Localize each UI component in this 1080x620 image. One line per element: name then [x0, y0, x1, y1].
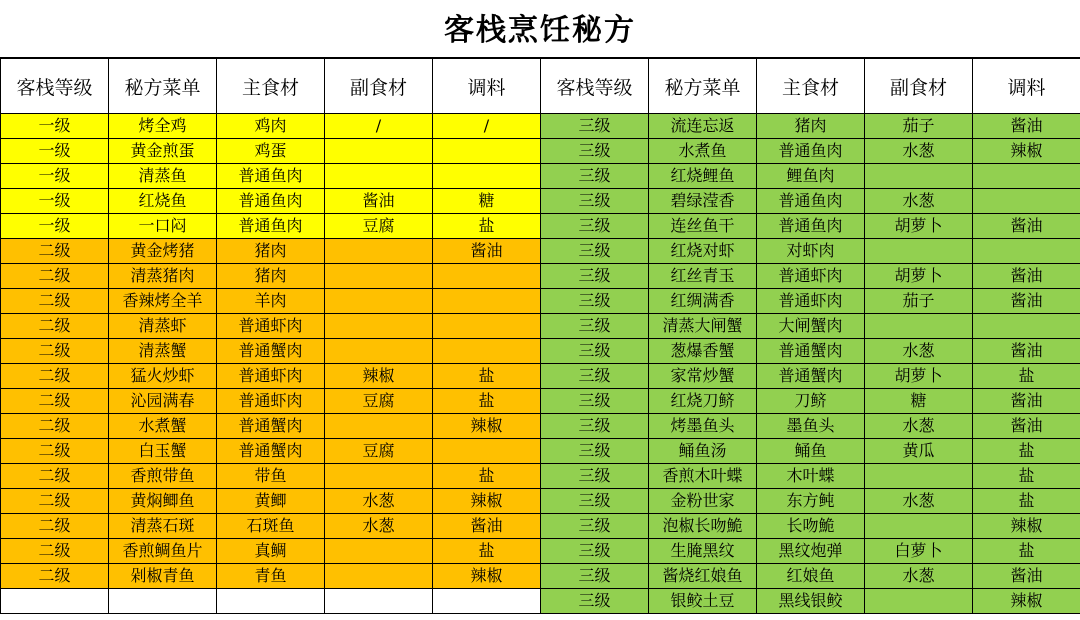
left-main-ingredient-cell[interactable]: 普通虾肉: [217, 389, 325, 414]
right-main-ingredient-cell[interactable]: 普通虾肉: [757, 289, 865, 314]
left-main-ingredient-cell[interactable]: 普通鱼肉: [217, 214, 325, 239]
right-side-ingredient-cell[interactable]: [865, 514, 973, 539]
right-level-cell[interactable]: 三级: [541, 539, 649, 564]
left-level-cell[interactable]: 一级: [1, 114, 109, 139]
left-side-ingredient-cell[interactable]: [325, 239, 433, 264]
right-side-ingredient-cell[interactable]: 胡萝卜: [865, 214, 973, 239]
left-recipe-cell[interactable]: 清蒸猪肉: [109, 264, 217, 289]
right-side-ingredient-cell[interactable]: [865, 464, 973, 489]
right-seasoning-cell[interactable]: 酱油: [973, 339, 1080, 364]
right-seasoning-cell[interactable]: [973, 314, 1080, 339]
left-recipe-cell[interactable]: 白玉蟹: [109, 439, 217, 464]
left-seasoning-cell[interactable]: 盐: [433, 539, 541, 564]
recipe-table: [0, 58, 1080, 614]
right-recipe-cell[interactable]: 连丝鱼干: [649, 214, 757, 239]
left-recipe-cell[interactable]: [109, 589, 217, 614]
right-side-ingredient-cell[interactable]: 水葱: [865, 139, 973, 164]
table-row: [1, 464, 1080, 489]
right-recipe-cell[interactable]: 红绸满香: [649, 289, 757, 314]
table-row: [1, 114, 1080, 139]
right-level-cell[interactable]: 三级: [541, 289, 649, 314]
right-level-cell[interactable]: 三级: [541, 114, 649, 139]
right-recipe-cell[interactable]: 红丝青玉: [649, 264, 757, 289]
table-row: [1, 314, 1080, 339]
header-cell-recipe[interactable]: 秘方菜单: [649, 59, 757, 114]
right-side-ingredient-cell[interactable]: 胡萝卜: [865, 264, 973, 289]
left-level-cell[interactable]: 二级: [1, 489, 109, 514]
right-seasoning-cell[interactable]: 盐: [973, 539, 1080, 564]
right-main-ingredient-cell[interactable]: 黑线银鲛: [757, 589, 865, 614]
right-recipe-cell[interactable]: 水煮鱼: [649, 139, 757, 164]
right-main-ingredient-cell[interactable]: 普通蟹肉: [757, 339, 865, 364]
right-recipe-cell[interactable]: 红烧对虾: [649, 239, 757, 264]
right-recipe-cell[interactable]: 银鲛土豆: [649, 589, 757, 614]
right-level-cell[interactable]: 三级: [541, 414, 649, 439]
left-side-ingredient-cell[interactable]: [325, 289, 433, 314]
header-cell-seasoning[interactable]: 调料: [973, 59, 1080, 114]
right-side-ingredient-cell[interactable]: [865, 164, 973, 189]
left-seasoning-cell[interactable]: [433, 289, 541, 314]
left-seasoning-cell[interactable]: 盐: [433, 364, 541, 389]
header-cell-main-ingredient[interactable]: 主食材: [217, 59, 325, 114]
left-main-ingredient-cell[interactable]: 普通蟹肉: [217, 439, 325, 464]
left-seasoning-cell[interactable]: 糖: [433, 189, 541, 214]
table-row: [1, 414, 1080, 439]
left-level-cell[interactable]: 二级: [1, 264, 109, 289]
left-recipe-cell[interactable]: 红烧鱼: [109, 189, 217, 214]
right-side-ingredient-cell[interactable]: 水葱: [865, 489, 973, 514]
right-recipe-cell[interactable]: 金粉世家: [649, 489, 757, 514]
right-recipe-cell[interactable]: 生腌黑纹: [649, 539, 757, 564]
left-main-ingredient-cell[interactable]: 普通虾肉: [217, 314, 325, 339]
right-main-ingredient-cell[interactable]: 对虾肉: [757, 239, 865, 264]
left-seasoning-cell[interactable]: /: [433, 114, 541, 139]
left-level-cell[interactable]: 二级: [1, 414, 109, 439]
right-seasoning-cell[interactable]: 酱油: [973, 564, 1080, 589]
right-main-ingredient-cell[interactable]: 东方鲀: [757, 489, 865, 514]
right-level-cell[interactable]: 三级: [541, 314, 649, 339]
left-main-ingredient-cell[interactable]: 猪肉: [217, 264, 325, 289]
right-recipe-cell[interactable]: 香煎木叶蝶: [649, 464, 757, 489]
right-main-ingredient-cell[interactable]: 墨鱼头: [757, 414, 865, 439]
left-main-ingredient-cell[interactable]: 普通蟹肉: [217, 414, 325, 439]
table-row: [1, 489, 1080, 514]
table-row: [1, 139, 1080, 164]
right-main-ingredient-cell[interactable]: 普通虾肉: [757, 264, 865, 289]
left-seasoning-cell[interactable]: [433, 164, 541, 189]
left-level-cell[interactable]: 二级: [1, 439, 109, 464]
right-seasoning-cell[interactable]: [973, 164, 1080, 189]
left-seasoning-cell[interactable]: [433, 314, 541, 339]
right-recipe-cell[interactable]: 家常炒蟹: [649, 364, 757, 389]
right-side-ingredient-cell[interactable]: 水葱: [865, 564, 973, 589]
left-level-cell[interactable]: 二级: [1, 314, 109, 339]
left-recipe-cell[interactable]: 香辣烤全羊: [109, 289, 217, 314]
header-cell-level[interactable]: 客栈等级: [541, 59, 649, 114]
table-row: [1, 239, 1080, 264]
left-recipe-cell[interactable]: 黄焖鲫鱼: [109, 489, 217, 514]
left-main-ingredient-cell[interactable]: 黄鲫: [217, 489, 325, 514]
left-recipe-cell[interactable]: 香煎鲷鱼片: [109, 539, 217, 564]
right-main-ingredient-cell[interactable]: 鲤鱼肉: [757, 164, 865, 189]
left-main-ingredient-cell[interactable]: 带鱼: [217, 464, 325, 489]
left-level-cell[interactable]: [1, 589, 109, 614]
right-recipe-cell[interactable]: 红烧鲤鱼: [649, 164, 757, 189]
right-recipe-cell[interactable]: 红烧刀鲚: [649, 389, 757, 414]
left-side-ingredient-cell[interactable]: [325, 264, 433, 289]
left-seasoning-cell[interactable]: 辣椒: [433, 414, 541, 439]
right-main-ingredient-cell[interactable]: 刀鲚: [757, 389, 865, 414]
left-side-ingredient-cell[interactable]: 水葱: [325, 489, 433, 514]
left-seasoning-cell[interactable]: 盐: [433, 389, 541, 414]
right-recipe-cell[interactable]: 清蒸大闸蟹: [649, 314, 757, 339]
right-level-cell[interactable]: 三级: [541, 514, 649, 539]
header-cell-main-ingredient[interactable]: 主食材: [757, 59, 865, 114]
right-side-ingredient-cell[interactable]: 糖: [865, 389, 973, 414]
right-level-cell[interactable]: 三级: [541, 439, 649, 464]
right-recipe-cell[interactable]: 碧绿滢香: [649, 189, 757, 214]
left-side-ingredient-cell[interactable]: 水葱: [325, 514, 433, 539]
right-side-ingredient-cell[interactable]: [865, 239, 973, 264]
right-side-ingredient-cell[interactable]: 水葱: [865, 339, 973, 364]
left-recipe-cell[interactable]: 猛火炒虾: [109, 364, 217, 389]
left-recipe-cell[interactable]: 清蒸石斑: [109, 514, 217, 539]
left-recipe-cell[interactable]: 一口闷: [109, 214, 217, 239]
right-seasoning-cell[interactable]: 酱油: [973, 114, 1080, 139]
left-main-ingredient-cell[interactable]: 石斑鱼: [217, 514, 325, 539]
header-cell-side-ingredient[interactable]: 副食材: [865, 59, 973, 114]
left-main-ingredient-cell[interactable]: 普通蟹肉: [217, 339, 325, 364]
left-recipe-cell[interactable]: 清蒸鱼: [109, 164, 217, 189]
table-row: [1, 289, 1080, 314]
right-level-cell[interactable]: 三级: [541, 264, 649, 289]
left-recipe-cell[interactable]: 黄金煎蛋: [109, 139, 217, 164]
left-seasoning-cell[interactable]: [433, 139, 541, 164]
left-level-cell[interactable]: 二级: [1, 239, 109, 264]
left-seasoning-cell[interactable]: [433, 439, 541, 464]
header-cell-seasoning[interactable]: 调料: [433, 59, 541, 114]
left-main-ingredient-cell[interactable]: 真鲷: [217, 539, 325, 564]
left-seasoning-cell[interactable]: 辣椒: [433, 489, 541, 514]
left-main-ingredient-cell[interactable]: [217, 589, 325, 614]
right-recipe-cell[interactable]: 葱爆香蟹: [649, 339, 757, 364]
left-seasoning-cell[interactable]: [433, 589, 541, 614]
right-seasoning-cell[interactable]: 辣椒: [973, 589, 1080, 614]
right-side-ingredient-cell[interactable]: 白萝卜: [865, 539, 973, 564]
right-level-cell[interactable]: 三级: [541, 389, 649, 414]
right-side-ingredient-cell[interactable]: [865, 314, 973, 339]
right-seasoning-cell[interactable]: [973, 239, 1080, 264]
table-row: [1, 589, 1080, 614]
left-level-cell[interactable]: 一级: [1, 214, 109, 239]
right-seasoning-cell[interactable]: 盐: [973, 489, 1080, 514]
header-row: [1, 59, 1080, 114]
right-level-cell[interactable]: 三级: [541, 464, 649, 489]
right-main-ingredient-cell[interactable]: 黑纹炮弹: [757, 539, 865, 564]
left-side-ingredient-cell[interactable]: /: [325, 114, 433, 139]
header-cell-level[interactable]: 客栈等级: [1, 59, 109, 114]
left-side-ingredient-cell[interactable]: 豆腐: [325, 389, 433, 414]
right-main-ingredient-cell[interactable]: 大闸蟹肉: [757, 314, 865, 339]
left-recipe-cell[interactable]: 黄金烤猪: [109, 239, 217, 264]
right-recipe-cell[interactable]: 流连忘返: [649, 114, 757, 139]
right-recipe-cell[interactable]: 泡椒长吻鮠: [649, 514, 757, 539]
left-recipe-cell[interactable]: 香煎带鱼: [109, 464, 217, 489]
right-recipe-cell[interactable]: 鲬鱼汤: [649, 439, 757, 464]
left-level-cell[interactable]: 二级: [1, 564, 109, 589]
left-seasoning-cell[interactable]: 盐: [433, 464, 541, 489]
left-main-ingredient-cell[interactable]: 普通鱼肉: [217, 164, 325, 189]
right-side-ingredient-cell[interactable]: 水葱: [865, 414, 973, 439]
table-row: [1, 189, 1080, 214]
left-recipe-cell[interactable]: 清蒸虾: [109, 314, 217, 339]
left-main-ingredient-cell[interactable]: 普通虾肉: [217, 364, 325, 389]
header-cell-recipe[interactable]: 秘方菜单: [109, 59, 217, 114]
left-level-cell[interactable]: 一级: [1, 189, 109, 214]
right-level-cell[interactable]: 三级: [541, 139, 649, 164]
right-level-cell[interactable]: 三级: [541, 364, 649, 389]
left-main-ingredient-cell[interactable]: 普通鱼肉: [217, 189, 325, 214]
left-level-cell[interactable]: 二级: [1, 539, 109, 564]
right-side-ingredient-cell[interactable]: 水葱: [865, 189, 973, 214]
table-row: [1, 439, 1080, 464]
right-seasoning-cell[interactable]: 酱油: [973, 214, 1080, 239]
right-side-ingredient-cell[interactable]: 黄瓜: [865, 439, 973, 464]
right-side-ingredient-cell[interactable]: 茄子: [865, 289, 973, 314]
right-seasoning-cell[interactable]: 酱油: [973, 414, 1080, 439]
left-side-ingredient-cell[interactable]: [325, 339, 433, 364]
right-seasoning-cell[interactable]: 盐: [973, 439, 1080, 464]
right-level-cell[interactable]: 三级: [541, 339, 649, 364]
right-side-ingredient-cell[interactable]: 胡萝卜: [865, 364, 973, 389]
left-side-ingredient-cell[interactable]: 辣椒: [325, 364, 433, 389]
left-level-cell[interactable]: 二级: [1, 464, 109, 489]
left-level-cell[interactable]: 二级: [1, 514, 109, 539]
right-level-cell[interactable]: 三级: [541, 564, 649, 589]
left-side-ingredient-cell[interactable]: [325, 464, 433, 489]
right-level-cell[interactable]: 三级: [541, 239, 649, 264]
right-main-ingredient-cell[interactable]: 长吻鮠: [757, 514, 865, 539]
sheet-title: 客栈烹饪秘方: [0, 0, 1080, 58]
right-main-ingredient-cell[interactable]: 红娘鱼: [757, 564, 865, 589]
left-level-cell[interactable]: 一级: [1, 164, 109, 189]
left-side-ingredient-cell[interactable]: [325, 139, 433, 164]
right-main-ingredient-cell[interactable]: 普通鱼肉: [757, 139, 865, 164]
table-row: [1, 339, 1080, 364]
table-row: [1, 214, 1080, 239]
left-side-ingredient-cell[interactable]: [325, 589, 433, 614]
table-row: [1, 164, 1080, 189]
left-level-cell[interactable]: 二级: [1, 389, 109, 414]
right-level-cell[interactable]: 三级: [541, 164, 649, 189]
table-row: [1, 364, 1080, 389]
left-main-ingredient-cell[interactable]: 鸡蛋: [217, 139, 325, 164]
header-cell-side-ingredient[interactable]: 副食材: [325, 59, 433, 114]
right-seasoning-cell[interactable]: 酱油: [973, 389, 1080, 414]
left-level-cell[interactable]: 一级: [1, 139, 109, 164]
left-level-cell[interactable]: 二级: [1, 339, 109, 364]
right-side-ingredient-cell[interactable]: [865, 589, 973, 614]
table-row: [1, 564, 1080, 589]
recipe-table-body: [1, 114, 1080, 614]
left-recipe-cell[interactable]: 水煮蟹: [109, 414, 217, 439]
table-row: [1, 539, 1080, 564]
right-main-ingredient-cell[interactable]: 普通鱼肉: [757, 189, 865, 214]
table-row: [1, 389, 1080, 414]
right-seasoning-cell[interactable]: 辣椒: [973, 514, 1080, 539]
left-side-ingredient-cell[interactable]: [325, 164, 433, 189]
left-side-ingredient-cell[interactable]: 豆腐: [325, 439, 433, 464]
right-seasoning-cell[interactable]: [973, 189, 1080, 214]
left-level-cell[interactable]: 二级: [1, 364, 109, 389]
left-seasoning-cell[interactable]: [433, 264, 541, 289]
left-side-ingredient-cell[interactable]: [325, 314, 433, 339]
right-recipe-cell[interactable]: 酱烧红娘鱼: [649, 564, 757, 589]
left-side-ingredient-cell[interactable]: [325, 414, 433, 439]
left-seasoning-cell[interactable]: 酱油: [433, 239, 541, 264]
left-seasoning-cell[interactable]: 盐: [433, 214, 541, 239]
left-side-ingredient-cell[interactable]: 酱油: [325, 189, 433, 214]
right-level-cell[interactable]: 三级: [541, 589, 649, 614]
right-seasoning-cell[interactable]: 盐: [973, 464, 1080, 489]
left-level-cell[interactable]: 二级: [1, 289, 109, 314]
left-main-ingredient-cell[interactable]: 鸡肉: [217, 114, 325, 139]
right-main-ingredient-cell[interactable]: 普通蟹肉: [757, 364, 865, 389]
right-side-ingredient-cell[interactable]: 茄子: [865, 114, 973, 139]
right-level-cell[interactable]: 三级: [541, 489, 649, 514]
left-seasoning-cell[interactable]: 辣椒: [433, 564, 541, 589]
table-row: [1, 514, 1080, 539]
right-level-cell[interactable]: 三级: [541, 189, 649, 214]
right-recipe-cell[interactable]: 烤墨鱼头: [649, 414, 757, 439]
right-seasoning-cell[interactable]: 酱油: [973, 264, 1080, 289]
left-side-ingredient-cell[interactable]: 豆腐: [325, 214, 433, 239]
left-main-ingredient-cell[interactable]: 青鱼: [217, 564, 325, 589]
right-seasoning-cell[interactable]: 酱油: [973, 289, 1080, 314]
right-seasoning-cell[interactable]: 辣椒: [973, 139, 1080, 164]
left-seasoning-cell[interactable]: 酱油: [433, 514, 541, 539]
left-main-ingredient-cell[interactable]: 羊肉: [217, 289, 325, 314]
left-recipe-cell[interactable]: 烤全鸡: [109, 114, 217, 139]
left-seasoning-cell[interactable]: [433, 339, 541, 364]
left-recipe-cell[interactable]: 剁椒青鱼: [109, 564, 217, 589]
right-main-ingredient-cell[interactable]: 猪肉: [757, 114, 865, 139]
left-recipe-cell[interactable]: 清蒸蟹: [109, 339, 217, 364]
table-row: [1, 264, 1080, 289]
left-side-ingredient-cell[interactable]: [325, 564, 433, 589]
left-recipe-cell[interactable]: 沁园满春: [109, 389, 217, 414]
right-main-ingredient-cell[interactable]: 木叶蝶: [757, 464, 865, 489]
right-level-cell[interactable]: 三级: [541, 214, 649, 239]
right-seasoning-cell[interactable]: 盐: [973, 364, 1080, 389]
right-main-ingredient-cell[interactable]: 普通鱼肉: [757, 214, 865, 239]
left-side-ingredient-cell[interactable]: [325, 539, 433, 564]
left-main-ingredient-cell[interactable]: 猪肉: [217, 239, 325, 264]
right-main-ingredient-cell[interactable]: 鲬鱼: [757, 439, 865, 464]
